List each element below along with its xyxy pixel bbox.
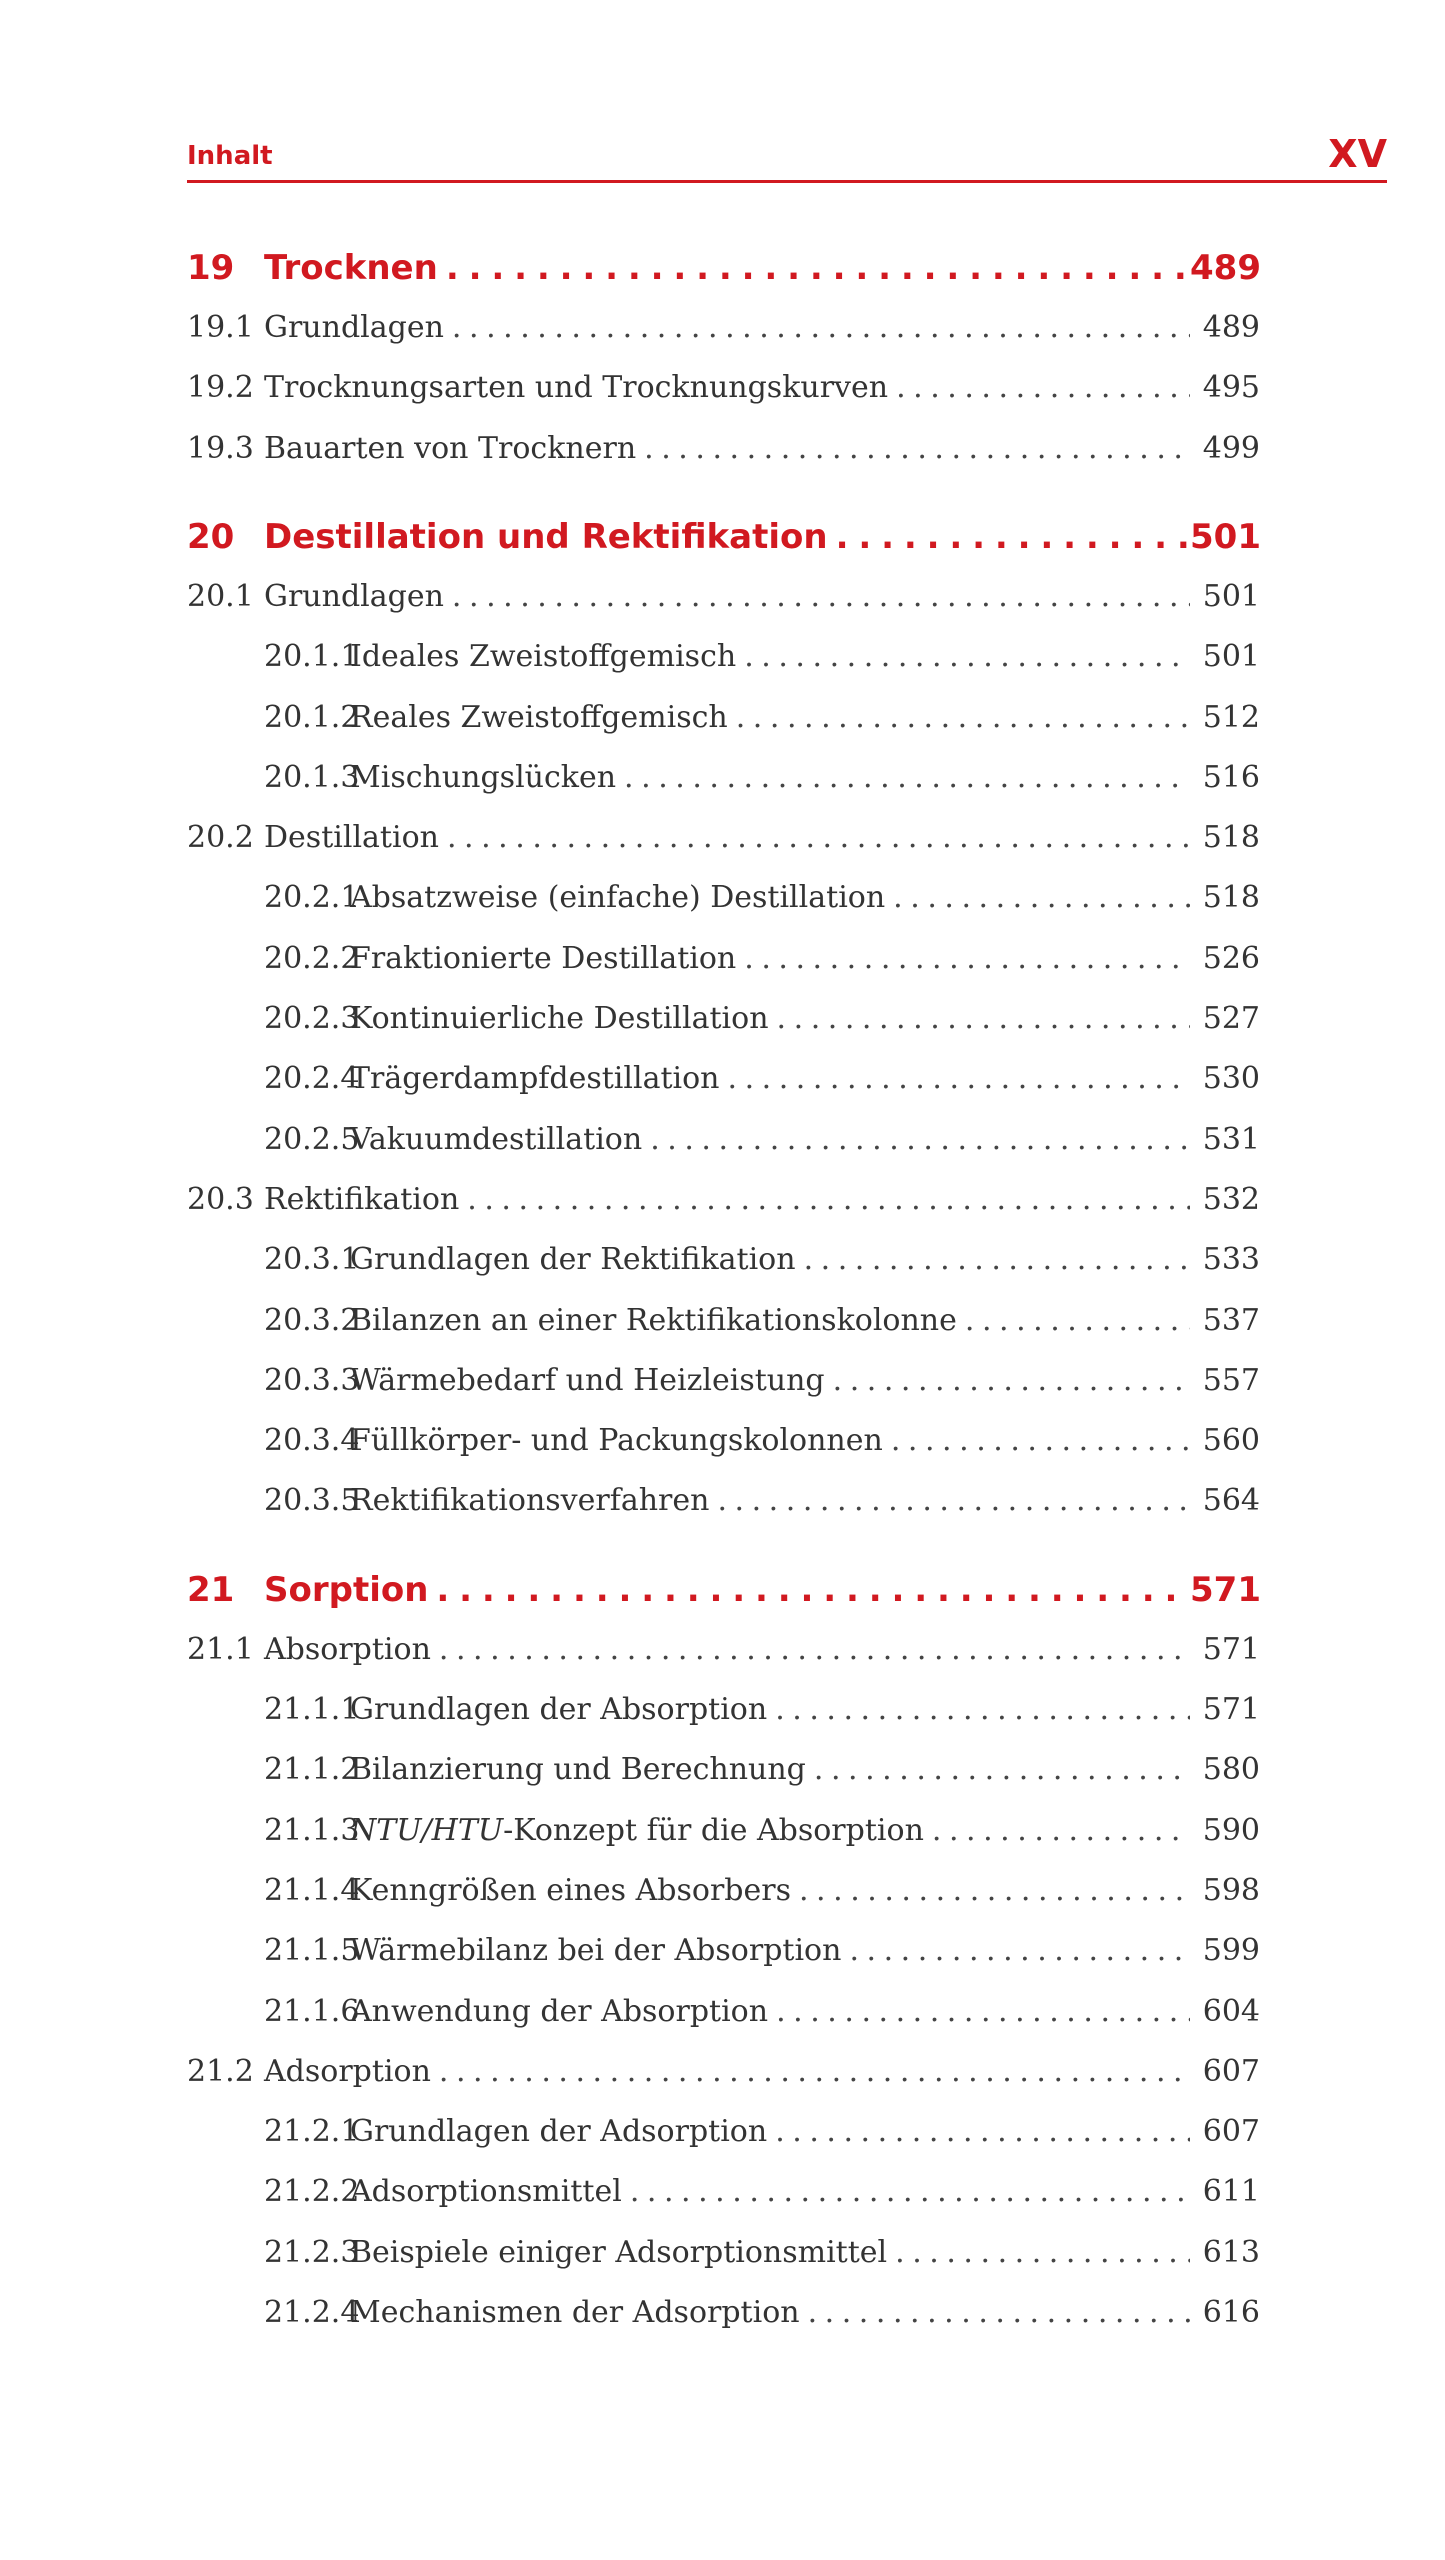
toc-entry-21-2-3[interactable] — [187, 2235, 1260, 2283]
running-head: Inhalt — [187, 141, 273, 171]
toc-entry-title: Reales Zweistoffgemisch — [350, 699, 728, 735]
dot-leader — [776, 1994, 1190, 2029]
toc-entry-number: 21.1.6 — [264, 1993, 360, 2029]
toc-entry-page: 537 — [1202, 1302, 1260, 1338]
toc-entry-page: 501 — [1190, 516, 1261, 557]
toc-entry-number: 20.1.3 — [264, 759, 360, 795]
toc-entry-page: 571 — [1202, 1631, 1260, 1667]
dot-leader — [891, 1423, 1190, 1458]
toc-entry-title: Bilanzierung und Berechnung — [350, 1752, 806, 1788]
toc-entry-title: Trägerdampfdestillation — [350, 1061, 720, 1097]
toc-entry-21-1-5[interactable] — [187, 1933, 1260, 1981]
toc-entry-title: Kontinuierliche Destillation — [350, 1001, 769, 1036]
toc-entry-number: 20.3.2 — [264, 1302, 360, 1338]
toc-entry-number: 20.2.4 — [264, 1061, 360, 1097]
toc-entry-title: Mischungslücken — [350, 759, 617, 795]
toc-entry-19-3[interactable] — [187, 431, 1260, 479]
toc-entry-title: Grundlagen der Absorption — [350, 1692, 768, 1727]
toc-entry-page: 613 — [1202, 2234, 1260, 2270]
toc-entry-title: Grundlagen der Rektifikation — [350, 1242, 796, 1278]
dot-leader — [624, 760, 1190, 795]
toc-entry-number: 20.3.4 — [264, 1423, 360, 1459]
toc-entry-number: 20.2.1 — [264, 880, 360, 916]
toc-entry-21-2[interactable] — [187, 2054, 1260, 2102]
dot-leader — [439, 2054, 1190, 2089]
toc-entry-21-2-2[interactable] — [187, 2174, 1260, 2222]
dot-leader — [775, 2114, 1190, 2149]
toc-entry-title: NTU/HTU-Konzept für die Absorption — [350, 1812, 924, 1848]
toc-entry-page: 489 — [1202, 310, 1260, 345]
toc-entry-number: 20.2.2 — [264, 940, 360, 976]
toc-entry-20-3-1[interactable] — [187, 1242, 1260, 1290]
toc-entry-number: 21.2.3 — [264, 2234, 360, 2270]
toc-entry-number: 21.1.5 — [264, 1933, 360, 1969]
toc-entry-page: 527 — [1202, 1001, 1260, 1036]
toc-entry-page: 607 — [1202, 2053, 1260, 2089]
toc-entry-21-1-4[interactable] — [187, 1873, 1260, 1921]
toc-entry-title: Absorption — [264, 1631, 431, 1667]
toc-entry-number: 21.2 — [187, 2053, 254, 2089]
toc-entry-title: Beispiele einiger Adsorptionsmittel — [350, 2234, 888, 2270]
dot-leader — [744, 639, 1190, 674]
toc-entry-title: Trocknen — [264, 248, 438, 288]
toc-entry-number: 19.1 — [187, 310, 254, 345]
toc-entry-title: Destillation und Rektifikation — [264, 516, 828, 557]
toc-entry-20-3-5[interactable] — [187, 1483, 1260, 1531]
dot-leader — [932, 1813, 1190, 1848]
toc-entry-number: 20.2 — [187, 820, 254, 856]
toc-entry-title: Wärmebilanz bei der Absorption — [350, 1933, 842, 1969]
toc-entry-20-2-3[interactable] — [187, 1001, 1260, 1049]
toc-entry-number: 21.1.1 — [264, 1692, 360, 1727]
toc-entry-page: 590 — [1202, 1812, 1260, 1848]
toc-entry-title: Grundlagen der Adsorption — [350, 2114, 768, 2150]
toc-entry-21-1[interactable] — [187, 1632, 1260, 1680]
page-number: XV — [1328, 132, 1387, 176]
toc-entry-title: Vakuumdestillation — [350, 1121, 643, 1157]
toc-entry-20-2[interactable] — [187, 820, 1260, 868]
dot-leader — [965, 1303, 1190, 1338]
toc-entry-title: Rektifikationsverfahren — [350, 1483, 710, 1519]
toc-entry-title: Rektifikation — [264, 1181, 460, 1217]
toc-entry-page: 611 — [1202, 2174, 1260, 2210]
toc-entry-20-1-2[interactable] — [187, 700, 1260, 748]
toc-entry-title: Grundlagen — [264, 310, 444, 345]
toc-entry-number: 20 — [187, 516, 235, 557]
toc-entry-number: 20.3.3 — [264, 1362, 360, 1398]
toc-entry-title: Bauarten von Trocknern — [264, 430, 637, 466]
dot-leader — [436, 1570, 1190, 1610]
toc-entry-20-3[interactable] — [187, 1182, 1260, 1230]
toc-entry-number: 21.2.2 — [264, 2174, 360, 2210]
dot-leader — [446, 248, 1190, 288]
toc-entry-page: 560 — [1202, 1423, 1260, 1459]
toc-entry-number: 20.2.3 — [264, 1001, 360, 1036]
toc-entry-page: 501 — [1202, 578, 1260, 614]
toc-entry-page: 599 — [1202, 1933, 1260, 1969]
toc-entry-number: 20.1.1 — [264, 639, 360, 675]
toc-entry-number: 21.1.4 — [264, 1872, 360, 1908]
toc-entry-page: 557 — [1202, 1362, 1260, 1398]
toc-entry-title: Fraktionierte Destillation — [350, 940, 737, 976]
toc-entry-21-1-3[interactable] — [187, 1813, 1260, 1861]
toc-entry-page: 512 — [1202, 699, 1260, 735]
toc-entry-20-3-3[interactable] — [187, 1363, 1260, 1411]
toc-entry-title: Bilanzen an einer Rektifikationskolonne — [350, 1302, 957, 1338]
dot-leader — [893, 880, 1190, 915]
toc-entry-number: 20.1.2 — [264, 699, 360, 735]
dot-leader — [896, 370, 1190, 405]
toc-entry-21-1-1[interactable] — [187, 1692, 1260, 1740]
dot-leader — [439, 1632, 1190, 1667]
dot-leader — [799, 1873, 1190, 1908]
toc-entry-title: Ideales Zweistoffgemisch — [350, 639, 737, 675]
toc-entry-page: 580 — [1202, 1752, 1260, 1788]
toc-entry-title: Wärmebedarf und Heizleistung — [350, 1362, 825, 1398]
toc-entry-number: 21.2.1 — [264, 2114, 360, 2150]
toc-entry-page: 495 — [1202, 370, 1260, 406]
toc-entry-20-2-2[interactable] — [187, 941, 1260, 989]
page-header — [187, 122, 1387, 183]
toc-entry-20-1-1[interactable] — [187, 639, 1260, 687]
dot-leader — [808, 2295, 1190, 2330]
toc-entry-21-1-2[interactable] — [187, 1752, 1260, 1800]
toc-entry-21-2-1[interactable] — [187, 2114, 1260, 2162]
toc-entry-20-1-3[interactable] — [187, 760, 1260, 808]
toc-entry-20-3-4[interactable] — [187, 1423, 1260, 1471]
dot-leader — [775, 1692, 1190, 1727]
toc-entry-title: Adsorption — [264, 2053, 431, 2089]
toc-entry-page: 571 — [1190, 1569, 1261, 1610]
toc-entry-number: 20.3 — [187, 1181, 254, 1217]
toc-entry-title: Adsorptionsmittel — [350, 2174, 622, 2210]
toc-entry-page: 532 — [1202, 1181, 1260, 1217]
toc-entry-page: 531 — [1202, 1121, 1260, 1157]
toc-entry-19-1[interactable] — [187, 310, 1260, 358]
toc-entry-page: 616 — [1202, 2295, 1260, 2330]
toc-entry-title: Destillation — [264, 820, 439, 856]
toc-entry-number: 20.2.5 — [264, 1121, 360, 1157]
toc-entry-page: 533 — [1202, 1242, 1260, 1278]
toc-entry-number: 21.1.3 — [264, 1812, 360, 1848]
toc-entry-21-2-4[interactable] — [187, 2295, 1260, 2343]
toc-entry-21-1-6[interactable] — [187, 1994, 1260, 2042]
toc-entry-page: 564 — [1202, 1483, 1260, 1519]
toc-entry-page: 607 — [1202, 2114, 1260, 2150]
toc-entry-title: Absatzweise (einfache) Destillation — [350, 880, 886, 916]
toc-entry-page: 501 — [1202, 639, 1260, 675]
toc-entry-number: 19.2 — [187, 370, 254, 406]
dot-leader — [736, 700, 1190, 735]
dot-leader — [777, 1001, 1190, 1036]
dot-leader — [650, 1122, 1190, 1157]
toc-entry-page: 526 — [1202, 940, 1260, 976]
toc-entry-number: 21.1.2 — [264, 1752, 360, 1788]
toc-entry-21[interactable] — [187, 1570, 1260, 1618]
dot-leader — [833, 1363, 1190, 1398]
toc-entry-title: Anwendung der Absorption — [350, 1993, 769, 2029]
toc-entry-page: 489 — [1190, 248, 1261, 288]
toc-entry-20-2-1[interactable] — [187, 880, 1260, 928]
toc-entry-number: 19 — [187, 248, 235, 288]
toc-entry-title: Sorption — [264, 1569, 429, 1610]
toc-entry-page: 530 — [1202, 1061, 1260, 1097]
dot-leader — [630, 2174, 1190, 2209]
dot-leader — [452, 310, 1190, 345]
toc-entry-number: 21 — [187, 1569, 235, 1610]
toc-entry-page: 571 — [1202, 1692, 1260, 1727]
dot-leader — [814, 1752, 1190, 1787]
toc-entry-20-1[interactable] — [187, 579, 1260, 627]
toc-entry-page: 598 — [1202, 1872, 1260, 1908]
dot-leader — [836, 517, 1190, 557]
toc-entry-title: Kenngrößen eines Absorbers — [350, 1872, 791, 1908]
toc-entry-page: 499 — [1202, 430, 1260, 466]
dot-leader — [717, 1483, 1190, 1518]
dot-leader — [804, 1242, 1190, 1277]
toc-entry-page: 604 — [1202, 1993, 1260, 2029]
toc-entry-19-2[interactable] — [187, 370, 1260, 418]
dot-leader — [895, 2235, 1190, 2270]
toc-entry-20-2-4[interactable] — [187, 1061, 1260, 1109]
toc-entry-20-2-5[interactable] — [187, 1122, 1260, 1170]
toc-entry-number: 21.1 — [187, 1631, 254, 1667]
toc-entry-title: Trocknungsarten und Trocknungskurven — [264, 370, 889, 406]
toc-entry-20[interactable] — [187, 517, 1260, 565]
dot-leader — [447, 820, 1190, 855]
toc-entry-number: 19.3 — [187, 430, 254, 466]
toc-entry-19[interactable] — [187, 248, 1260, 296]
toc-entry-number: 21.2.4 — [264, 2295, 360, 2330]
dot-leader — [467, 1182, 1190, 1217]
toc-entry-number: 20.1 — [187, 578, 254, 614]
toc-entry-page: 518 — [1202, 880, 1260, 916]
dot-leader — [452, 579, 1190, 614]
toc-entry-20-3-2[interactable] — [187, 1303, 1260, 1351]
dot-leader — [728, 1061, 1191, 1096]
toc-entry-title: Mechanismen der Adsorption — [350, 2295, 800, 2330]
dot-leader — [744, 941, 1190, 976]
dot-leader — [644, 431, 1190, 466]
toc-entry-number: 20.3.5 — [264, 1483, 360, 1519]
toc-entry-page: 518 — [1202, 820, 1260, 856]
dot-leader — [849, 1933, 1190, 1968]
toc-entry-title: Füllkörper- und Packungskolonnen — [350, 1423, 883, 1459]
toc-entry-title: Grundlagen — [264, 578, 444, 614]
toc-entry-number: 20.3.1 — [264, 1242, 360, 1278]
toc-entry-page: 516 — [1202, 759, 1260, 795]
